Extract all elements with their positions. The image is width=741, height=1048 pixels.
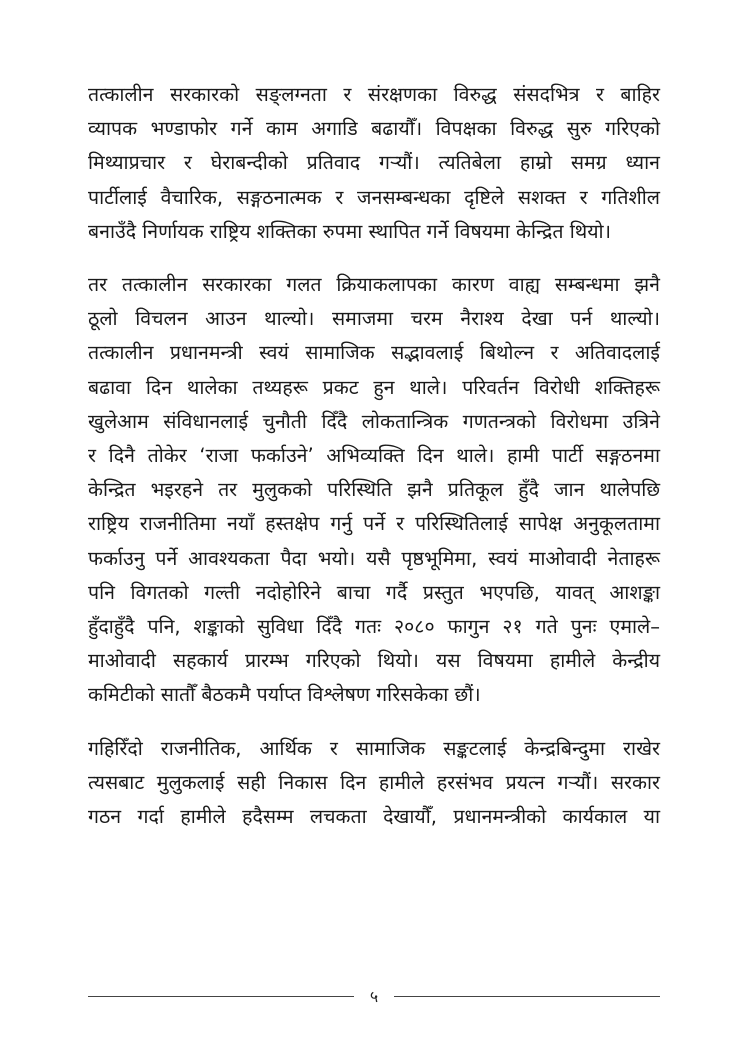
text-line: खुलेआम संविधानलाई चुनौती दिँदै लोकतान्त्रिक गणतन्त्रको विरोधमा उत्रिने (88, 409, 660, 433)
text-line: तत्कालीन सरकारको सङ्लग्नता र संरक्षणका विरुद्ध संसदभित्र र बाहिर (88, 83, 660, 106)
paragraph-2 (88, 268, 660, 713)
text-line: केन्द्रित भइरहने तर मुलुकको परिस्थिति झनै प्रतिकूल हुँदै जान थालेपछि (88, 478, 660, 502)
footer-rule-right (394, 996, 660, 997)
page-number: ५ (369, 987, 379, 1006)
text-line: पनि विगतको गल्ती नदोहोरिने बाचा गर्दै प्रस्तुत भएपछि, यावत् आशङ्का (88, 580, 660, 604)
text-line: पार्टीलाई वैचारिक, सङ्गठनात्मक र जनसम्बन्धका दृष्टिले सशक्त र गतिशील (88, 185, 660, 209)
text-line: माओवादी सहकार्य प्रारम्भ गरिएको थियो। यस विषयमा हामीले केन्द्रीय (88, 649, 660, 673)
text-line: र दिनै तोकेर ‘राजा फर्काउने’ अभिव्यक्ति दिन थाले। हामी पार्टी सङ्गठनमा (88, 444, 660, 468)
text-line: फर्काउनु पर्ने आवश्यकता पैदा भयो। यसै पृष्ठभूमिमा, स्वयं माओवादी नेताहरू (88, 546, 660, 570)
document-body (88, 78, 660, 834)
text-line: राष्ट्रिय राजनीतिमा नयाँ हस्तक्षेप गर्नु पर्ने र परिस्थितिलाई सापेक्ष अनुकूलतामा (88, 512, 660, 536)
text-line: गहिरिँदो राजनीतिक, आर्थिक र सामाजिक सङ्कटलाई केन्द्रबिन्दुमा राखेर (88, 736, 660, 760)
text-line: बनाउँदै निर्णायक राष्ट्रिय शक्तिका रुपमा स्थापित गर्ने विषयमा केन्द्रित थियो। (88, 219, 611, 243)
text-line: कमिटीको सातौँ बैठकमै पर्याप्त विश्लेषण गरिसकेका छौं। (88, 683, 481, 707)
text-line: तर तत्कालीन सरकारका गलत क्रियाकलापका कारण वाह्य सम्बन्धमा झनै (88, 273, 660, 297)
text-line: हुँदाहुँदै पनि, शङ्काको सुविधा दिँदै गतः २०८० फागुन २१ गते पुनः एमाले– (88, 615, 660, 639)
footer-rule-left (88, 996, 354, 997)
text-line: त्यसबाट मुलुकलाई सही निकास दिन हामीले हरसंभव प्रयत्न गऱ्यौं। सरकार (88, 770, 660, 794)
paragraph-1 (88, 78, 660, 249)
text-line: ठूलो विचलन आउन थाल्यो। समाजमा चरम नैराश्य देखा पर्न थाल्यो। (88, 307, 660, 331)
text-line: व्यापक भण्डाफोर गर्ने काम अगाडि बढायौँ। विपक्षका विरुद्ध सुरु गरिएको (88, 117, 660, 141)
page-footer (88, 984, 660, 1008)
text-line: गठन गर्दा हामीले हदैसम्म लचकता देखायौँ, प्रधानमन्त्रीको कार्यकाल या (88, 805, 660, 829)
text-line: बढावा दिन थालेका तथ्यहरू प्रकट हुन थाले। परिवर्तन विरोधी शक्तिहरू (88, 375, 660, 399)
text-line: तत्कालीन प्रधानमन्त्री स्वयं सामाजिक सद्भावलाई बिथोल्न र अतिवादलाई (88, 341, 660, 365)
paragraph-3 (88, 732, 660, 835)
text-line: मिथ्याप्रचार र घेराबन्दीको प्रतिवाद गऱ्यौं। त्यतिबेला हाम्रो समग्र ध्यान (88, 151, 660, 175)
